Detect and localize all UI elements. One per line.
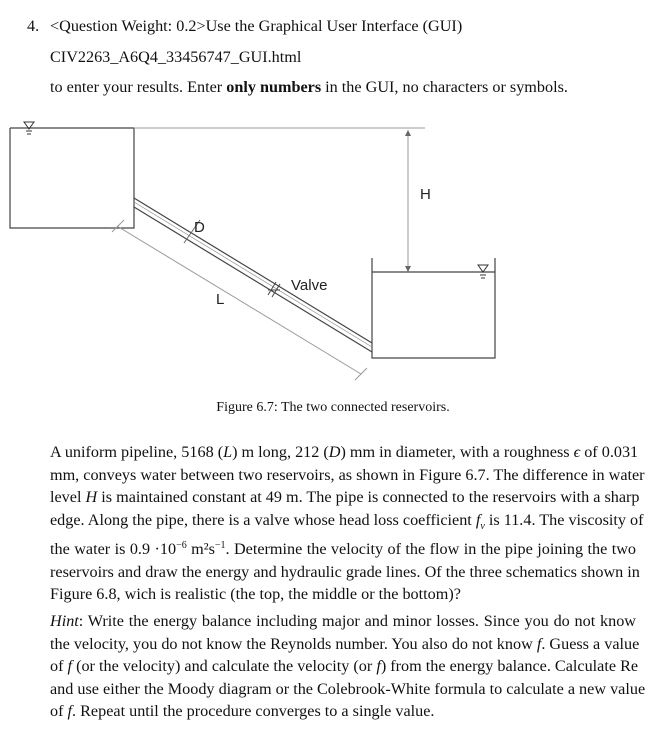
instruction-after: in the GUI, no characters or symbols. [321, 78, 568, 96]
hint-label: Hint [50, 612, 79, 630]
viscosity-value: 0.9 [129, 540, 151, 559]
p1-line7: Figure 6.8, wich is realistic (the top, the middle or the bottom)? [50, 585, 461, 604]
right-reservoir [372, 258, 495, 358]
pipe-centerline [134, 202, 372, 347]
h-arrow-top [405, 130, 411, 136]
instruction-line [50, 78, 568, 97]
question-number: 4. [27, 17, 40, 35]
reservoir-figure [0, 110, 666, 400]
pipe-lower-wall [134, 207, 372, 352]
p1-line6: reservoirs and draw the energy and hydraulic grade lines. Of the three schematics shown in [50, 562, 640, 581]
label-h: H [420, 186, 431, 203]
hint-paragraph [50, 610, 646, 723]
hint-line2: the velocity, you do not know the Reynolds number. You also do not know f. Guess a value [50, 634, 640, 653]
p1-line1: A uniform pipeline, 5168 (L) m long, 212 (D) mm in diameter, with a roughness ϵ of 0.031 [50, 443, 639, 461]
label-l: L [216, 291, 225, 308]
l-tick-end [355, 368, 367, 380]
figure-ref-2: Figure 6.8 [50, 585, 117, 604]
figure-ref: Figure 6.7 [419, 465, 486, 484]
valve-coef-value: 11.4 [503, 510, 532, 529]
instruction-before: to enter your results. Enter [50, 78, 227, 96]
l-dimension-line [117, 226, 361, 374]
h-arrow-bottom [405, 266, 411, 272]
roughness-value: 0.031 [601, 443, 639, 461]
h-value: 49 [265, 488, 282, 506]
length-value: 5168 [181, 443, 214, 461]
gui-filename: CIV2263_A6Q4_33456747_GUI.html [50, 48, 302, 66]
diameter-value: 212 [295, 443, 320, 461]
viscosity-exponent: −6 [176, 540, 187, 552]
p1-line4: edge. Along the pipe, there is a valve whose head loss coefficient $f_v$ is 11.4. The viscosity of [50, 510, 644, 532]
hint-line1: Hint: Write the energy balance including major and minor losses. Since you do not know [50, 612, 636, 630]
figure-caption: Figure 6.7: The two connected reservoirs. [216, 400, 450, 415]
question-header: <Question Weight: 0.2>Use the Graphical User Interface (GUI) [50, 17, 463, 35]
hint-line5: of f. Repeat until the procedure converges to a single value. [50, 702, 435, 720]
label-valve: Valve [291, 277, 328, 294]
p1-line2: mm, conveys water between two reservoirs, as shown in Figure 6.7. The difference in water [50, 465, 645, 484]
hint-line4: and use either the Moody diagram or the Colebrook-White formula to calculate a new value [50, 679, 646, 698]
left-reservoir [10, 128, 134, 228]
l-tick-start [112, 220, 124, 232]
problem-paragraph [50, 441, 645, 606]
instruction-bold: only numbers [226, 78, 322, 96]
p1-line5: the water is $0.9 \cdot 10^{-6}$ $m^2s^{-1}$. Determine the velocity of the flow in the pipe joining the two [50, 540, 637, 559]
hint-line3: of f (or the velocity) and calculate the velocity (or f) from the energy balance. Calculate Re [50, 657, 639, 675]
label-d: D [194, 219, 205, 236]
pipe-upper-wall [134, 198, 372, 343]
p1-line3: level H is maintained constant at 49 m. The pipe is connected to the reservoirs with a sharp [50, 488, 640, 506]
